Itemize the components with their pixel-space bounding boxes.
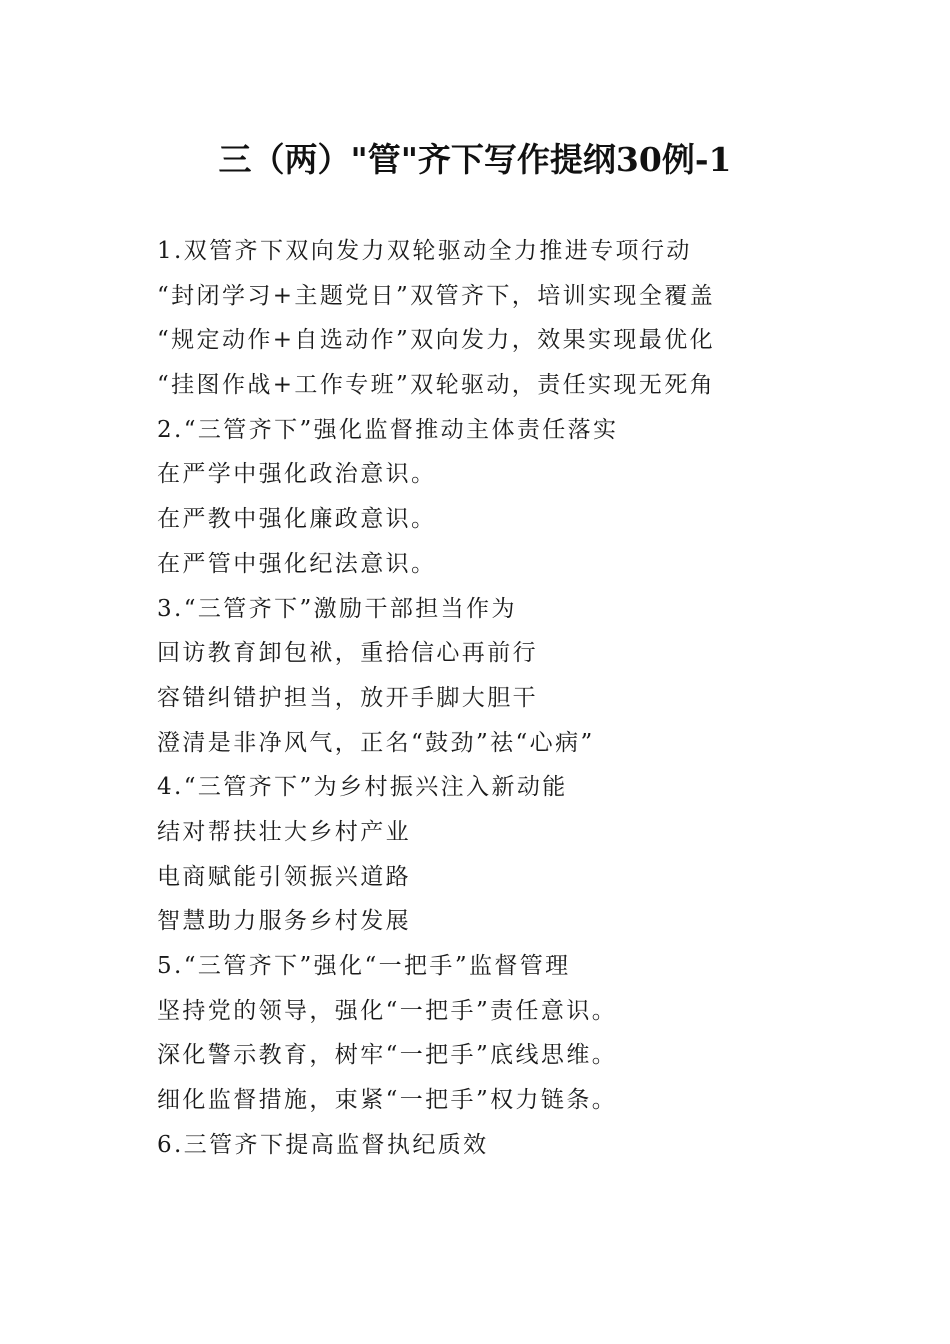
text-line: 智慧助力服务乡村发展: [157, 908, 411, 935]
heading-line-3: 3.“三管齐下”激励干部担当作为: [157, 595, 517, 622]
heading-line-1: 1.双管齐下双向发力双轮驱动全力推进专项行动: [157, 238, 692, 264]
text-line: 回访教育卸包袱，重拾信心再前行: [157, 640, 538, 667]
document-title: 三（两）"管"齐下写作提纲30例-1: [218, 140, 732, 179]
text-line: “挂图作战+工作专班”双轮驱动，责任实现无死角: [157, 372, 715, 399]
text-line: “规定动作+自选动作”双向发力，效果实现最优化: [157, 327, 715, 354]
text-line: “封闭学习+主题党日”双管齐下，培训实现全覆盖: [157, 282, 715, 309]
text-line: 在严学中强化政治意识。: [157, 461, 437, 488]
outline-list: [157, 229, 857, 1167]
heading-line-4: 4.“三管齐下”为乡村振兴注入新动能: [157, 774, 568, 801]
text-line: 容错纠错护担当，放开手脚大胆干: [157, 684, 538, 711]
heading-line-2: 2.“三管齐下”强化监督推动主体责任落实: [157, 416, 619, 443]
text-line: 坚持党的领导，强化“一把手”责任意识。: [157, 997, 618, 1024]
text-line: 电商赋能引领振兴道路: [157, 863, 411, 890]
heading-line-5: 5.“三管齐下”强化“一把手”监督管理: [157, 953, 571, 979]
text-line: 结对帮扶壮大乡村产业: [157, 818, 411, 845]
text-line: 澄清是非净风气，正名“鼓劲”祛“心病”: [157, 729, 595, 756]
heading-line-6: 6.三管齐下提高监督执纪质效: [157, 1131, 489, 1158]
text-line: 在严管中强化纪法意识。: [157, 550, 437, 577]
text-line: 深化警示教育，树牢“一把手”底线思维。: [157, 1042, 618, 1069]
text-line: 在严教中强化廉政意识。: [157, 506, 437, 533]
text-line: 细化监督措施，束紧“一把手”权力链条。: [157, 1087, 618, 1114]
